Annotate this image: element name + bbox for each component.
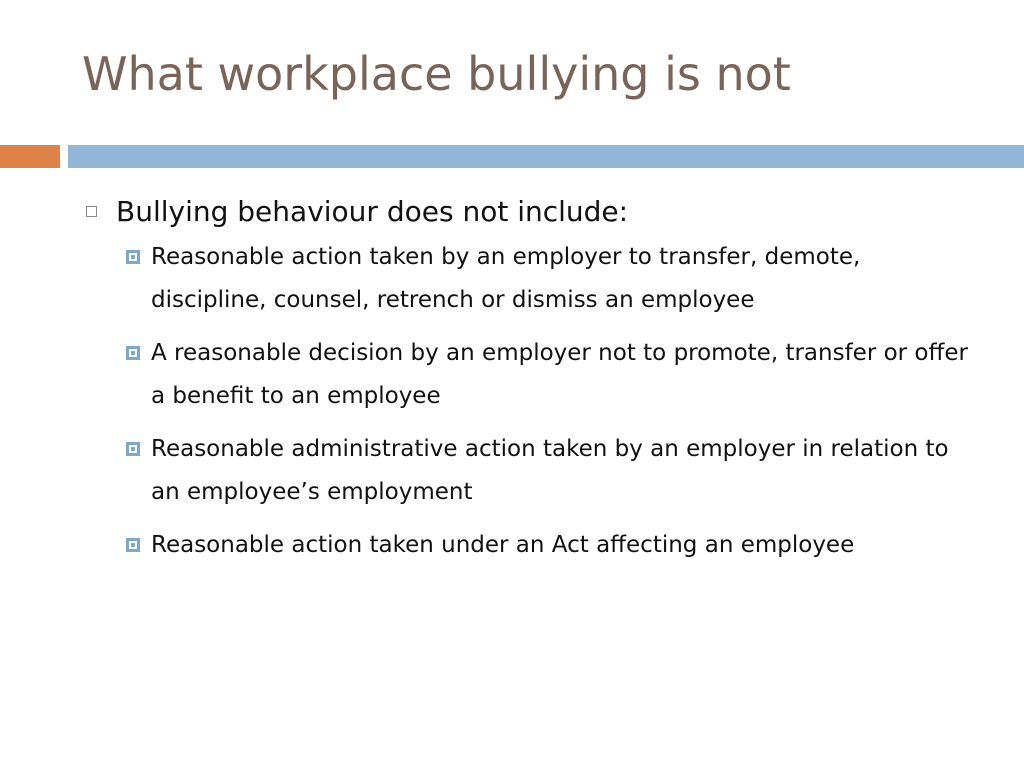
sub-bullet-text: Reasonable administrative action taken by an employer in relation to an employee’s employment bbox=[151, 436, 949, 505]
framed-square-bullet-icon bbox=[126, 538, 140, 552]
sub-bullet-text: Reasonable action taken under an Act affecting an employee bbox=[151, 532, 855, 558]
main-bullet-text: Bullying behaviour does not include: bbox=[116, 195, 629, 228]
framed-square-bullet-icon bbox=[126, 346, 140, 360]
framed-square-bullet-icon bbox=[126, 250, 140, 264]
accent-bar-blue bbox=[68, 145, 1024, 168]
framed-square-bullet-icon bbox=[126, 442, 140, 456]
slide-title: What workplace bullying is not bbox=[82, 47, 791, 101]
sub-bullet-item bbox=[82, 524, 982, 567]
hollow-square-bullet-icon bbox=[86, 206, 97, 217]
slide-content bbox=[82, 192, 982, 577]
sub-bullet-text: Reasonable action taken by an employer to transfer, demote, discipline, counsel, retrench or dismiss an employee bbox=[151, 244, 861, 313]
sub-bullet-item bbox=[82, 428, 982, 514]
sub-bullet-list bbox=[82, 236, 982, 567]
sub-bullet-text: A reasonable decision by an employer not to promote, transfer or offer a benefit to an employee bbox=[151, 340, 968, 409]
main-bullet bbox=[82, 192, 982, 232]
sub-bullet-item bbox=[82, 236, 982, 322]
accent-bar-orange bbox=[0, 145, 60, 168]
sub-bullet-item bbox=[82, 332, 982, 418]
